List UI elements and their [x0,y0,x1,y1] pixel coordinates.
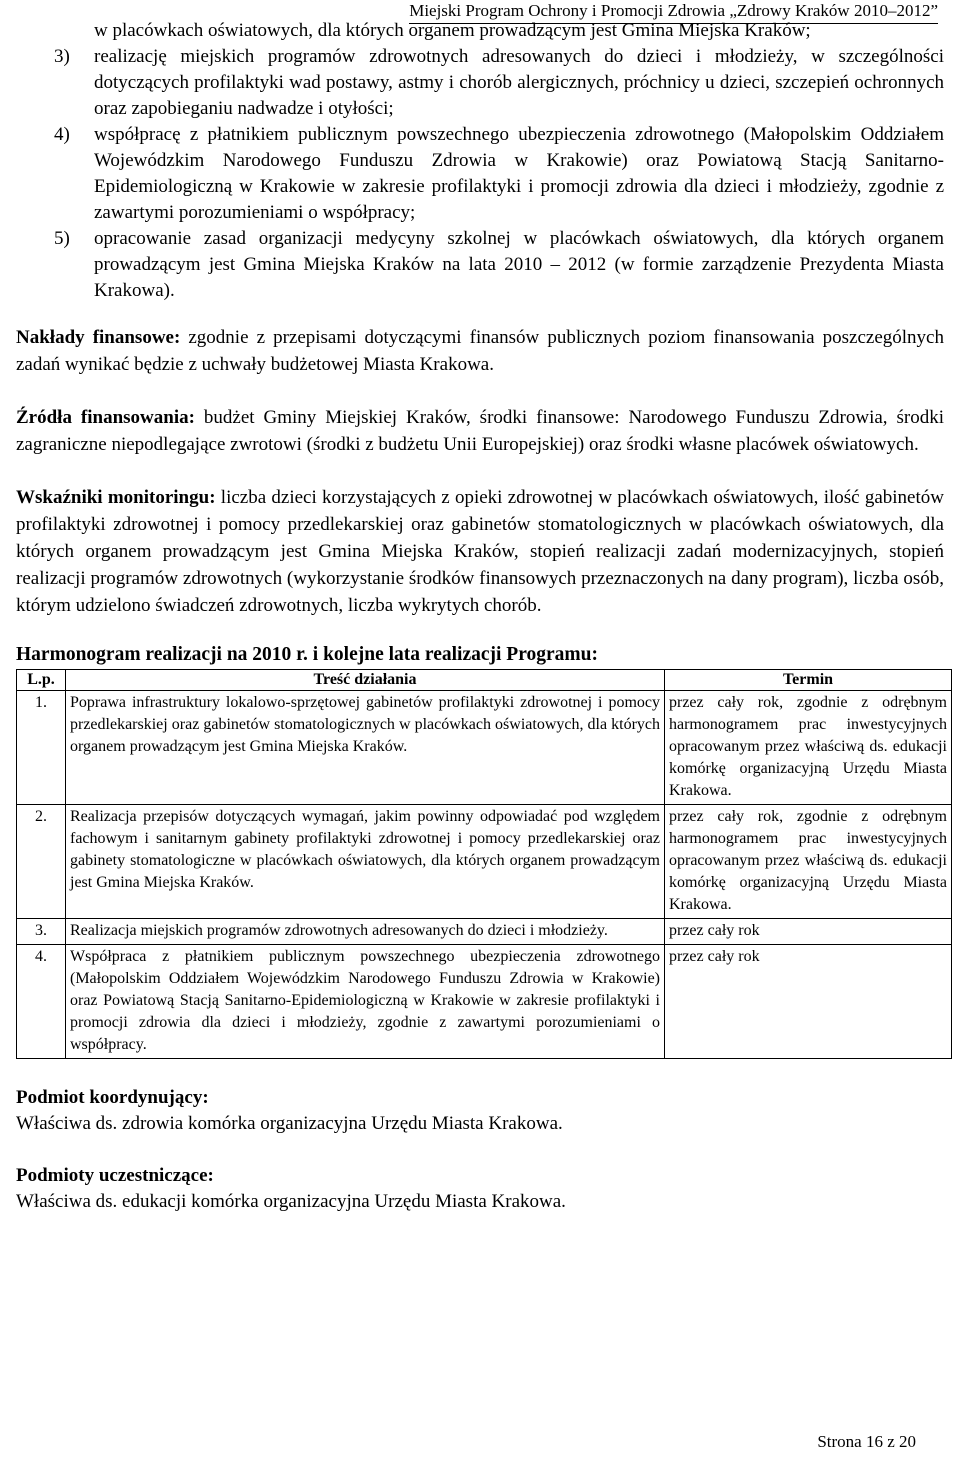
running-header: Miejski Program Ochrony i Promocji Zdrowia „Zdrowy Kraków 2010–2012” [409,1,938,24]
coordinator-label: Podmiot koordynujący: [16,1087,209,1108]
cell-term: przez cały rok [665,919,952,945]
list-item-number: 4) [54,124,70,145]
page-number: Strona 16 z 20 [817,1432,916,1451]
cell-content: Poprawa infrastruktury lokalowo-sprzętowej gabinetów profilaktyki zdrowotnej i pomocy przedlekarskiej oraz gabinetów stomatologicznych w placówkach oświatowych, dla których organem prowadzącym jest Gmina Miejska Kraków. [66,691,665,805]
list-item [16,122,944,226]
financial-outlays-label: Nakłady finansowe: [16,327,181,348]
schedule-table [16,669,952,1059]
financial-outlays-paragraph [16,324,944,378]
column-header-lp: L.p. [17,670,66,691]
page-content [16,18,947,1215]
cell-lp: 3. [17,919,66,945]
tasks-list [16,44,944,304]
table-row [17,919,952,945]
table-row [17,945,952,1059]
cell-lp: 1. [17,691,66,805]
list-item [16,226,944,304]
participants-text: Właściwa ds. edukacji komórka organizacyjna Urzędu Miasta Krakowa. [16,1191,566,1212]
monitoring-indicators-paragraph [16,484,944,619]
column-header-content: Treść działania [66,670,665,691]
funding-sources-text: budżet Gminy Miejskiej Kraków, środki finansowe: Narodowego Funduszu Zdrowia, środki zagraniczne niepodlegające zwrotowi (środki z budżetu Unii Europejskiej) oraz środki własne placówek oświatowych. [16,407,944,455]
list-item-number: 3) [54,46,70,67]
funding-sources-paragraph [16,404,944,458]
cell-content: Realizacja przepisów dotyczących wymagań, jakim powinny odpowiadać pod względem fachowym i sanitarnym gabinety profilaktyki zdrowotnej i pomocy przedlekarskiej oraz gabinety stomatologiczne w placówkach oświatowych, dla których organem prowadzącym jest Gmina Miejska Kraków. [66,805,665,919]
table-row [17,805,952,919]
funding-sources-label: Źródła finansowania: [16,407,195,428]
cell-lp: 4. [17,945,66,1059]
list-item-text: współpracę z płatnikiem publicznym powszechnego ubezpieczenia zdrowotnego (Małopolskim Oddziałem Wojewódzkim Narodowego Funduszu Zdrowia w Krakowie) oraz Powiatową Stacją Sanitarno-Epidemiologiczną w Krakowie w zakresie profilaktyki i promocji zdrowia dla dzieci i młodzieży, zgodnie z zawartymi porozumieniami o współpracy; [94,124,944,223]
schedule-title: Harmonogram realizacji na 2010 r. i kolejne lata realizacji Programu: [16,644,598,665]
cell-content: Współpraca z płatnikiem publicznym powszechnego ubezpieczenia zdrowotnego (Małopolskim Oddziałem Wojewódzkim Narodowego Funduszu Zdrowia w Krakowie) oraz Powiatową Stacją Sanitarno-Epidemiologiczną w Krakowie w zakresie profilaktyki i promocji zdrowia dla dzieci i młodzieży, zgodnie z zawartymi porozumieniami o współpracy. [66,945,665,1059]
participants-label: Podmioty uczestniczące: [16,1165,214,1186]
list-item-text: realizację miejskich programów zdrowotnych adresowanych do dzieci i młodzieży, w szczególności dotyczących profilaktyki wad postawy, astmy i chorób alergicznych, próchnicy u dzieci, szczepień ochronnych oraz zapobieganiu nadwadze i otyłości; [94,46,944,119]
column-header-term: Termin [665,670,952,691]
cell-term: przez cały rok, zgodnie z odrębnym harmonogramem prac inwestycyjnych opracowanym przez właściwą ds. edukacji komórkę organizacyjną Urzędu Miasta Krakowa. [665,691,952,805]
table-header-row [17,670,952,691]
list-item-number: 5) [54,228,70,249]
cell-lp: 2. [17,805,66,919]
coordinator-text: Właściwa ds. zdrowia komórka organizacyjna Urzędu Miasta Krakowa. [16,1113,563,1134]
table-row [17,691,952,805]
monitoring-indicators-text: liczba dzieci korzystających z opieki zdrowotnej w placówkach oświatowych, ilość gabinetów profilaktyki zdrowotnej i pomocy przedlekarskiej oraz gabinetów stomatologicznych w placówkach oświatowych, dla których organem prowadzącym jest Gmina Miejska Kraków, stopień realizacji zadań modernizacyjnych, stopień realizacji programów zdrowotnych (wykorzystanie środków finansowych przeznaczonych na dany program), liczba osób, którym udzielono świadczeń zdrowotnych, liczba wykrytych chorób. [16,487,944,616]
list-item-text: opracowanie zasad organizacji medycyny szkolnej w placówkach oświatowych, dla których organem prowadzącym jest Gmina Miejska Kraków na lata 2010 – 2012 (w formie zarządzenie Prezydenta Miasta Krakowa). [94,228,944,301]
financial-outlays-text: zgodnie z przepisami dotyczącymi finansów publicznych poziom finansowania poszczególnych zadań wynikać będzie z uchwały budżetowej Miasta Krakowa. [16,327,944,375]
cell-term: przez cały rok, zgodnie z odrębnym harmonogramem prac inwestycyjnych opracowanym przez właściwą ds. edukacji komórkę organizacyjną Urzędu Miasta Krakowa. [665,805,952,919]
cell-term: przez cały rok [665,945,952,1059]
list-item [16,44,944,122]
monitoring-indicators-label: Wskaźniki monitoringu: [16,487,216,508]
cell-content: Realizacja miejskich programów zdrowotnych adresowanych do dzieci i młodzieży. [66,919,665,945]
list-continuation: w placówkach oświatowych, dla których organem prowadzącym jest Gmina Miejska Kraków; [94,20,811,41]
